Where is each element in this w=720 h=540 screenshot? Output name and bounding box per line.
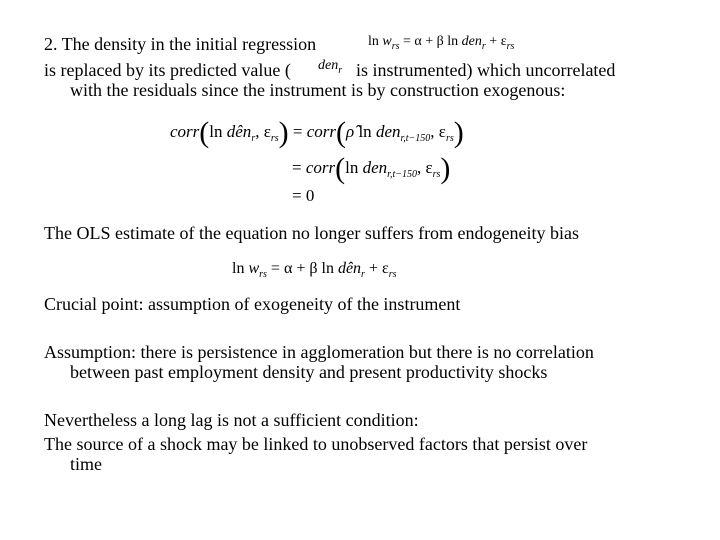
ln-symbol: ln: [358, 122, 372, 141]
den-hat-symbol: dên: [226, 122, 252, 141]
assumption-line-1: Assumption: there is persistence in agglomeration but there is no correlation: [44, 342, 594, 362]
den-symbol: den: [461, 34, 482, 49]
subscript-rs: rs: [506, 41, 515, 52]
assumption-line-2: between past employment density and present productivity shocks: [70, 362, 548, 382]
intro-line-2b: is instrumented) which uncorrelated: [356, 60, 616, 80]
inline-den-formula: [318, 58, 342, 76]
subscript-r: r: [251, 133, 256, 144]
source-line-2: time: [70, 454, 102, 474]
derivation-line-1: corr(ln dên$_r$, $\varepsilon_{rs}$) = corr(ρ̂ ln den$_{r,t-150}$, $\varepsilon_{rs}$): [170, 116, 464, 149]
ln-symbol: ln: [345, 158, 359, 177]
ln-symbol: ln: [209, 122, 223, 141]
subscript-r: r: [361, 269, 365, 280]
comma-epsilon: , ε: [416, 158, 433, 177]
subscript-lag: r,t−150: [400, 133, 431, 144]
intro-line-1: 2. The density in the initial regression: [44, 34, 317, 54]
ols-sentence: The OLS estimate of the equation no longer suffers from endogeneity bias: [44, 223, 580, 243]
corr-label: corr: [306, 122, 337, 141]
equals-alpha-beta: = α + β ln: [399, 34, 462, 49]
nevertheless-line: Nevertheless a long lag is not a sufficient condition:: [44, 410, 419, 430]
derivation-line-2: = corr(ln den$_{r,t-150}$, $\varepsilon_{rs}$): [292, 152, 451, 185]
den-symbol: den: [375, 122, 401, 141]
intro-line-3: with the residuals since the instrument is by construction exogenous:: [70, 80, 566, 100]
subscript-rs: rs: [432, 169, 441, 180]
initial-regression-formula: [368, 34, 514, 52]
subscript-rs: rs: [270, 133, 279, 144]
subscript-lag: r,t−150: [387, 169, 417, 180]
ln-symbol: ln: [232, 260, 245, 277]
equals-sign: =: [292, 158, 302, 177]
crucial-point: Crucial point: assumption of exogeneity of the instrument: [44, 294, 461, 314]
subscript-rs: rs: [259, 269, 267, 280]
rho-hat-symbol: ρ̂: [346, 122, 355, 141]
den-symbol: den: [362, 158, 388, 177]
equals-alpha-beta: = α + β ln: [266, 260, 338, 277]
subscript-r: r: [338, 65, 343, 76]
plus-epsilon: + ε: [364, 260, 389, 277]
subscript-rs: rs: [445, 133, 454, 144]
ln-symbol: ln: [368, 34, 379, 49]
w-symbol: w: [382, 34, 392, 49]
source-line-1: The source of a shock may be linked to unobserved factors that persist over: [44, 434, 588, 454]
comma-epsilon: , ε: [255, 122, 271, 141]
derivation-line-3: [292, 186, 314, 206]
equals-sign: =: [292, 122, 303, 141]
equals-sign: =: [292, 186, 302, 205]
plus-epsilon: + ε: [485, 34, 507, 49]
w-symbol: w: [248, 260, 260, 277]
subscript-rs: rs: [391, 41, 400, 52]
den-symbol: den: [318, 58, 339, 73]
zero-value: 0: [305, 186, 315, 205]
second-regression-formula: [232, 260, 397, 280]
comma-epsilon: , ε: [430, 122, 446, 141]
intro-line-2a: is replaced by its predicted value (: [44, 60, 291, 80]
corr-label: corr: [305, 158, 336, 177]
subscript-rs: rs: [388, 269, 397, 280]
subscript-r: r: [481, 41, 486, 52]
corr-label: corr: [170, 122, 200, 141]
den-hat-symbol: dên: [337, 260, 362, 277]
